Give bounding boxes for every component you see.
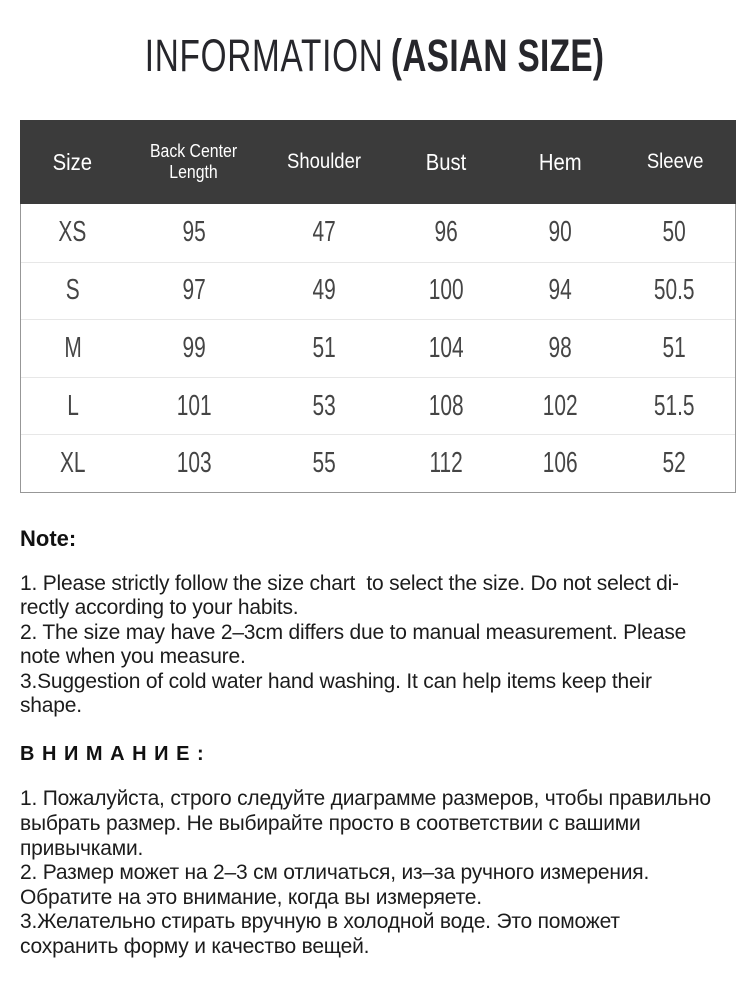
- note-line: rectly according to your habits.: [20, 596, 299, 620]
- bust-cell: 112: [429, 447, 463, 480]
- header-label: Size: [52, 148, 92, 175]
- back-center-length-cell: 95: [182, 216, 206, 249]
- attention-heading: В Н И М А Н И Е :: [20, 743, 205, 766]
- page-title-text: [145, 30, 605, 90]
- header-cell-back-center-length: [124, 141, 264, 182]
- back-center-length-cell: 103: [176, 447, 212, 480]
- table-row-xl: [21, 434, 735, 492]
- hem-cell: 94: [548, 274, 572, 307]
- note-line: 1. Please strictly follow the size chart to select the size. Do not select di-: [20, 571, 679, 595]
- header-label: Hem: [539, 148, 582, 175]
- size-chart-table: [20, 120, 736, 493]
- bust-cell: 108: [428, 389, 464, 422]
- sleeve-cell: 50.5: [653, 274, 695, 307]
- hem-cell: 98: [548, 331, 572, 364]
- attention-line: 3.Желательно стирать вручную в холодной воде. Это поможет: [20, 910, 620, 934]
- header-label-line1: Back Center: [150, 141, 238, 162]
- back-center-length-cell: 99: [182, 331, 206, 364]
- header-cell-bust: [385, 149, 507, 175]
- table-row-s: [21, 262, 735, 320]
- note-line: note when you measure.: [20, 645, 246, 669]
- attention-line: Обратите на это внимание, когда вы измеряете.: [20, 885, 482, 909]
- shoulder-cell: 47: [312, 216, 337, 249]
- table-row-l: [21, 377, 735, 435]
- attention-line: выбрать размер. Не выбирайте просто в соответствии с вашими: [20, 812, 641, 835]
- sleeve-cell: 52: [662, 447, 686, 480]
- header-cell-size: [20, 149, 124, 175]
- shoulder-cell: 55: [312, 447, 337, 480]
- header-label: Shoulder: [287, 149, 362, 173]
- header-cell-shoulder: [263, 150, 385, 174]
- attention-line: сохранить форму и качество вещей.: [20, 934, 370, 958]
- back-center-length-cell: 97: [182, 274, 206, 307]
- hem-cell: 106: [542, 447, 578, 480]
- shoulder-cell: 49: [312, 274, 337, 307]
- attention-line: 1. Пожалуйста, строго следуйте диаграмме размеров, чтобы правильно: [20, 787, 711, 811]
- note-heading: Note:: [20, 525, 77, 551]
- sleeve-cell: 50: [662, 216, 686, 249]
- header-label-line2: Length: [169, 162, 218, 182]
- hem-cell: 90: [548, 216, 572, 249]
- hem-cell: 102: [542, 389, 578, 422]
- size-cell: XL: [59, 447, 86, 480]
- table-row-m: [21, 319, 735, 377]
- table-row-xs: [21, 204, 735, 262]
- size-cell: M: [64, 331, 82, 364]
- sleeve-cell: 51: [662, 331, 686, 364]
- title-regular: INFORMATION: [145, 30, 384, 81]
- note-line: shape.: [20, 694, 82, 717]
- bust-cell: 104: [428, 331, 464, 364]
- attention-section: [20, 742, 730, 959]
- attention-text: [20, 787, 730, 959]
- table-header-row: [20, 120, 736, 204]
- note-line: 2. The size may have 2–3cm differs due to manual measurement. Please: [20, 620, 687, 644]
- back-center-length-cell: 101: [176, 389, 212, 422]
- page-title: [0, 0, 750, 90]
- size-cell: S: [65, 274, 80, 307]
- note-section: [20, 525, 730, 718]
- table-body: [20, 204, 736, 493]
- attention-line: 2. Размер может на 2–3 см отличаться, из–за ручного измерения.: [20, 861, 650, 885]
- bust-cell: 96: [434, 216, 458, 249]
- header-cell-sleeve: [614, 150, 736, 174]
- header-label: Sleeve: [646, 149, 704, 173]
- size-cell: L: [66, 389, 79, 422]
- size-cell: XS: [58, 216, 87, 249]
- note-line: 3.Suggestion of cold water hand washing. It can help items keep their: [20, 669, 652, 693]
- header-cell-hem: [507, 149, 614, 175]
- title-bold: (ASIAN SIZE): [391, 30, 605, 81]
- attention-line: привычками.: [20, 836, 144, 860]
- shoulder-cell: 51: [312, 331, 337, 364]
- sleeve-cell: 51.5: [653, 389, 695, 422]
- note-text: [20, 572, 730, 718]
- shoulder-cell: 53: [312, 389, 337, 422]
- bust-cell: 100: [428, 274, 464, 307]
- header-label: Bust: [425, 148, 467, 175]
